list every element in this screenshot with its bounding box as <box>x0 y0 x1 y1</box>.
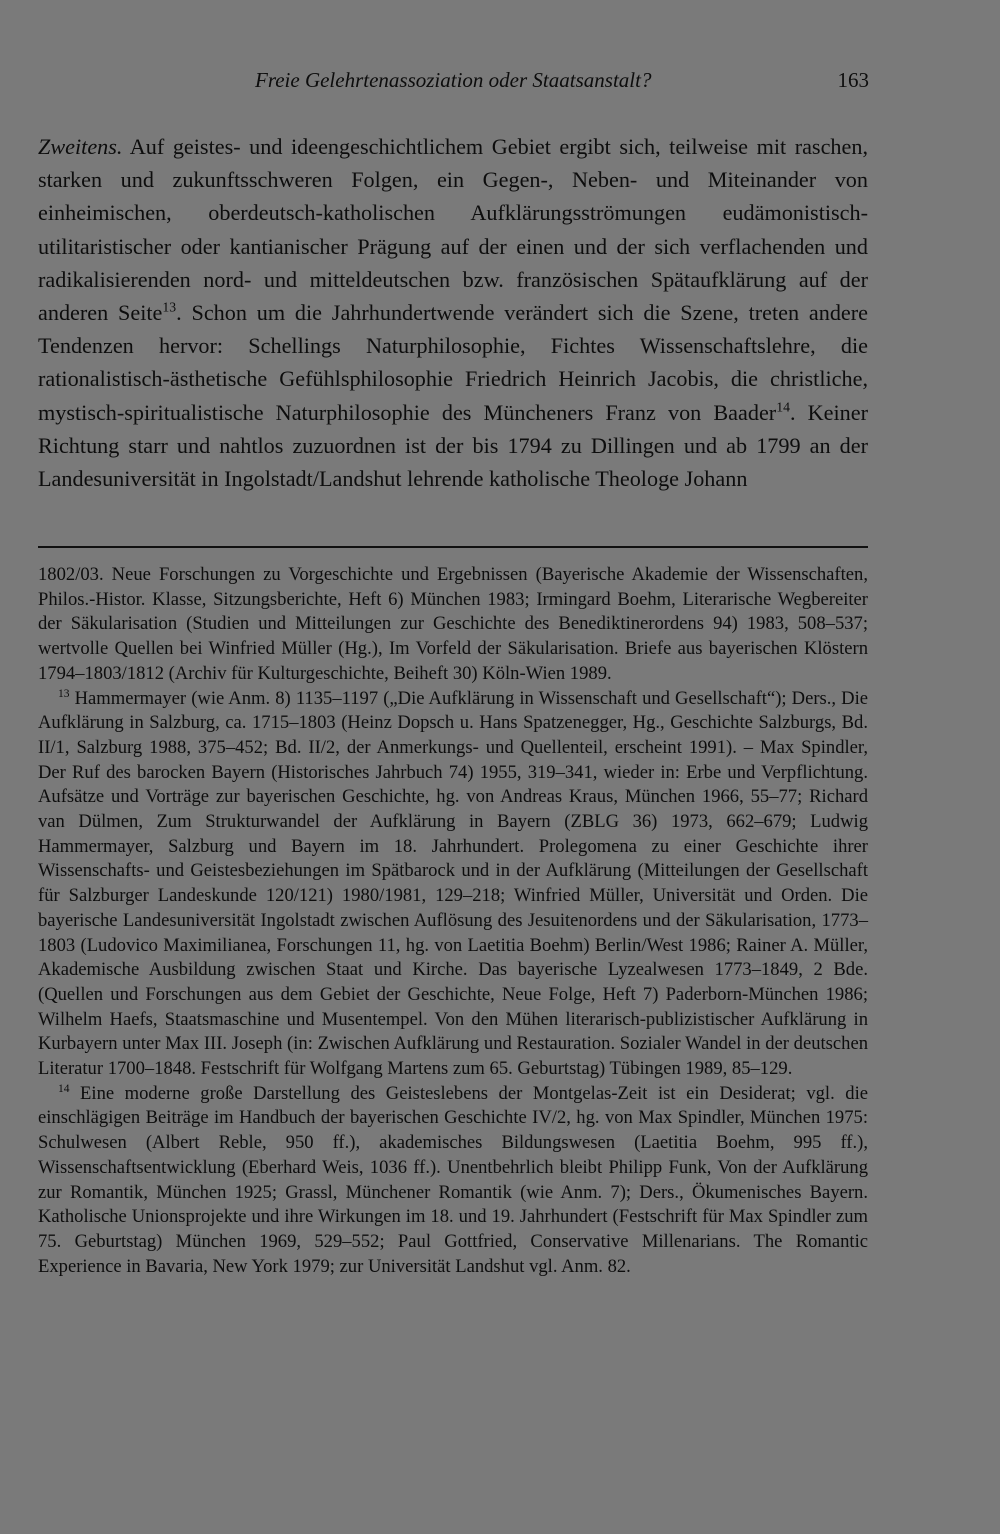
footnote-ref-13: 13 <box>162 299 177 315</box>
body-text-part-2: . Schon um die Jahrhundertwende verändert sich die Szene, treten andere Tendenzen hervor: Schellings Naturphilosophie, Fichtes Wissenschaftslehre, die rationalistisch-ästhetische Gefühlsphilosophie Friedrich Heinrich Jacobis, die christliche, mystisch-spiritualistische Naturphilosophie des Müncheners Franz von Baader <box>38 300 869 425</box>
paragraph-lead: Zweitens. <box>38 134 123 159</box>
footnote-13 <box>38 687 868 1082</box>
body-text-part-1: Auf geistes- und ideengeschichtlichem Gebiet ergibt sich, teilweise mit raschen, starken und zukunftsschweren Folgen, ein Gegen-, Neben- und Miteinander von einheimischen, oberdeutsch-katholischen Aufklärungsströmungen eudämonistisch-utilitaristischer oder kantianischer Prägung auf der einen und der sich verflachenden und radikalisierenden nord- und mitteldeutschen bzw. französischen Spätaufklärung auf der anderen Seite <box>38 134 868 326</box>
body-text-part-3: . Keiner Richtung starr und nahtlos zuzuordnen ist der bis 1794 zu Dillingen und ab 1799 an der Landesuniversität in Ingolstadt/Landshut lehrende katholische Theologe Johann <box>38 399 868 492</box>
footnote-number-14: 14 <box>58 1082 70 1095</box>
footnote-divider <box>38 546 868 548</box>
footnote-continuation: 1802/03. Neue Forschungen zu Vorgeschichte und Ergebnissen (Bayerische Akademie der Wissenschaften, Philos.-Histor. Klasse, Sitzungsberichte, Heft 6) München 1983; Irmingard Boehm, Literarische Wegbereiter der Säkularisation (Studien und Mitteilungen zur Geschichte des Benediktinerordens 94) 1983, 508–537; wertvolle Quellen bei Winfried Müller (Hg.), Im Vorfeld der Säkularisation. Briefe aus bayerischen Klöstern 1794–1803/1812 (Archiv für Kulturgeschichte, Beiheft 30) Köln-Wien 1989. <box>38 564 868 684</box>
page-header <box>255 68 875 98</box>
footnote-number-13: 13 <box>58 687 70 700</box>
footnote-14-text: Eine moderne große Darstellung des Geisteslebens der Montgelas-Zeit ist ein Desiderat; vgl. die einschlägigen Beiträge im Handbuch der bayerischen Geschichte IV/2, hg. von Max Spindler, München 1975: Schulwesen (Albert Reble, 950 ff.), akademisches Bildungswesen (Laetitia Boehm, 995 ff.), Wissenschaftsentwicklung (Eberhard Weis, 1036 ff.). Unentbehrlich bleibt Philipp Funk, Von der Aufklärung zur Romantik, München 1925; Grassl, Münchener Romantik (wie Anm. 7); Ders., Ökumenisches Bayern. Katholische Unionsprojekte und ihre Wirkungen im 18. und 19. Jahrhundert (Festschrift für Max Spindler zum 75. Geburtstag) München 1969, 529–552; Paul Gottfried, Conservative Millenarians. The Romantic Experience in Bavaria, New York 1979; zur Universität Landshut vgl. Anm. 82. <box>38 1082 868 1277</box>
running-title: Freie Gelehrtenassoziation oder Staatsanstalt? <box>255 68 652 92</box>
footnotes <box>38 563 868 1279</box>
page-number: 163 <box>837 68 869 92</box>
footnote-13-text: Hammermayer (wie Anm. 8) 1135–1197 („Die Aufklärung in Wissenschaft und Gesellschaft“); Ders., Die Aufklärung in Salzburg, ca. 1715–1803 (Heinz Dopsch u. Hans Spatzenegger, Hg., Geschichte Salzburgs, Bd. II/1, Salzburg 1988, 375–452; Bd. II/2, der Anmerkungs- und Quellenteil, erscheint 1991). – Max Spindler, Der Ruf des barocken Bayern (Historisches Jahrbuch 74) 1955, 319–341, wieder in: Erbe und Verpflichtung. Aufsätze und Vorträge zur bayerischen Geschichte, hg. von Andreas Kraus, München 1966, 55–77; Richard van Dülmen, Zum Strukturwandel der Aufklärung in Bayern (ZBLG 36) 1973, 662–679; Ludwig Hammermayer, Salzburg und Bayern im 18. Jahrhundert. Prolegomena zu einer Geschichte ihrer Wissenschafts- und Geistesbeziehungen im Spätbarock und in der Aufklärung (Mitteilungen der Gesellschaft für Salzburger Landeskunde 120/121) 1980/1981, 129–218; Winfried Müller, Universität und Orden. Die bayerische Landesuniversität Ingolstadt zwischen Auflösung des Jesuitenordens und der Säkularisation, 1773–1803 (Ludovico Maximilianea, Forschungen 11, hg. von Laetitia Boehm) Berlin/West 1986; Rainer A. Müller, Akademische Ausbildung zwischen Staat und Kirche. Das bayerische Lyzealwesen 1773–1849, 2 Bde. (Quellen und Forschungen aus dem Gebiet der Geschichte, Neue Folge, Heft 7) Paderborn-München 1986; Wilhelm Haefs, Staatsmaschine und Musentempel. Von den Mühen literarisch-publizistischer Aufklärung in Kurbayern unter Max III. Joseph (in: Zwischen Aufklärung und Restauration. Sozialer Wandel in der deutschen Literatur 1700–1848. Festschrift für Wolfgang Martens zum 65. Geburtstag) Tübingen 1989, 85–129. <box>38 687 868 1080</box>
footnote-ref-14: 14 <box>776 399 790 415</box>
footnote-14 <box>38 1082 868 1280</box>
body-paragraph <box>38 130 868 495</box>
